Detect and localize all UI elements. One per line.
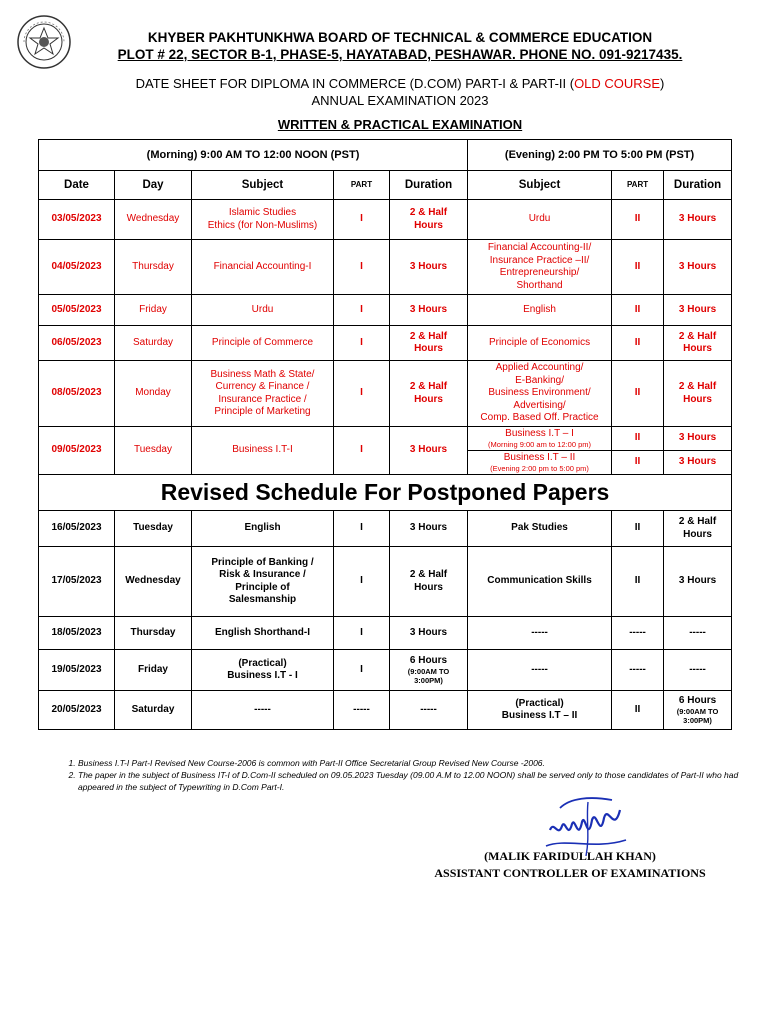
morning-subject-cell: ----- <box>192 691 334 730</box>
board-seal-logo-icon <box>16 14 72 70</box>
revised-schedule-row <box>39 547 732 617</box>
schedule-row <box>39 326 732 361</box>
date-cell: 08/05/2023 <box>39 361 115 427</box>
evening-subject-cell: ----- <box>468 617 612 650</box>
evening-duration-cell <box>664 650 732 691</box>
evening-duration-cell: 2 & Half Hours <box>664 326 732 361</box>
evening-subject-cell <box>468 427 612 451</box>
old-course-label: OLD COURSE <box>574 76 661 91</box>
morning-duration-cell: 2 & Half Hours <box>390 326 468 361</box>
duration-time-note: (9:00AM TO 3:00PM) <box>676 707 719 726</box>
duration-text: 3 Hours <box>409 522 448 534</box>
col-header-part-evening: PART <box>612 171 664 200</box>
evening-duration-cell: 3 Hours <box>664 200 732 240</box>
date-cell: 17/05/2023 <box>39 547 115 617</box>
evening-part-cell: II <box>612 451 664 475</box>
date-sheet-table <box>38 139 732 730</box>
evening-subject-cell <box>468 451 612 475</box>
evening-subject-text: Business I.T – I <box>505 427 574 439</box>
morning-part-cell: I <box>334 240 390 295</box>
evening-part-cell: II <box>612 427 664 451</box>
morning-duration-cell <box>390 511 468 547</box>
day-cell: Monday <box>115 361 192 427</box>
morning-subject-cell: Islamic Studies Ethics (for Non-Muslims) <box>192 200 334 240</box>
morning-part-cell: I <box>334 361 390 427</box>
morning-duration-cell <box>390 547 468 617</box>
evening-subject-cell: Financial Accounting-II/ Insurance Practice –II/ Entrepreneurship/ Shorthand <box>468 240 612 295</box>
exam-type-heading: WRITTEN & PRACTICAL EXAMINATION <box>277 117 523 132</box>
date-cell: 05/05/2023 <box>39 295 115 326</box>
col-header-subject-evening: Subject <box>468 171 612 200</box>
signatory-name: (MALIK FARIDULLAH KHAN) <box>484 849 656 863</box>
duration-time-note: (9:00AM TO 3:00PM) <box>407 667 450 686</box>
schedule-row <box>39 295 732 326</box>
evening-duration-cell <box>664 511 732 547</box>
date-cell: 04/05/2023 <box>39 240 115 295</box>
morning-subject-cell: Principle of Commerce <box>192 326 334 361</box>
duration-text: 2 & Half Hours <box>409 569 448 593</box>
session-time-note: (Evening 2:00 pm to 5:00 pm) <box>490 464 589 474</box>
footnote-item: 1. Business I.T-I Part-I Revised New Course-2006 is common with Part-II Office Secretarial Group Revised New Course -2006. <box>78 757 746 769</box>
evening-subject-cell: Urdu <box>468 200 612 240</box>
signatory-title: ASSISTANT CONTROLLER OF EXAMINATIONS <box>434 866 706 880</box>
schedule-row <box>39 200 732 240</box>
date-sheet-title <box>80 76 720 91</box>
col-header-duration-evening: Duration <box>664 171 732 200</box>
evening-part-cell: II <box>612 511 664 547</box>
duration-text: 3 Hours <box>678 575 717 587</box>
duration-text: 2 & Half Hours <box>678 516 717 540</box>
date-cell: 19/05/2023 <box>39 650 115 691</box>
schedule-row <box>39 427 732 451</box>
date-sheet-title-suffix: ) <box>660 76 665 91</box>
evening-duration-cell: 3 Hours <box>664 240 732 295</box>
evening-subject-text: Business I.T – II <box>503 451 576 463</box>
evening-subject-cell: ----- <box>468 650 612 691</box>
morning-part-cell: I <box>334 295 390 326</box>
day-cell: Wednesday <box>115 200 192 240</box>
evening-subject-cell: Principle of Economics <box>468 326 612 361</box>
duration-text: ----- <box>420 703 437 715</box>
morning-subject-cell: Business Math & State/ Currency & Finance / Insurance Practice / Principle of Marketing <box>192 361 334 427</box>
date-cell: 06/05/2023 <box>39 326 115 361</box>
morning-duration-cell: 2 & Half Hours <box>390 200 468 240</box>
morning-duration-cell: 3 Hours <box>390 295 468 326</box>
morning-subject-cell: Financial Accounting-I <box>192 240 334 295</box>
evening-subject-cell: English <box>468 295 612 326</box>
revised-title-row <box>39 475 732 511</box>
morning-shift-header: (Morning) 9:00 AM TO 12:00 NOON (PST) <box>39 140 468 171</box>
day-cell: Friday <box>115 295 192 326</box>
morning-duration-cell <box>390 691 468 730</box>
evening-part-cell: II <box>612 240 664 295</box>
morning-duration-cell: 3 Hours <box>390 240 468 295</box>
duration-text: 6 Hours <box>678 694 717 706</box>
evening-part-cell: II <box>612 361 664 427</box>
board-name: KHYBER PAKHTUNKHWA BOARD OF TECHNICAL & COMMERCE EDUCATION <box>147 30 653 45</box>
revised-schedule-row <box>39 511 732 547</box>
date-cell: 18/05/2023 <box>39 617 115 650</box>
morning-part-cell: I <box>334 617 390 650</box>
evening-part-cell: II <box>612 295 664 326</box>
morning-part-cell: I <box>334 650 390 691</box>
morning-subject-cell: English <box>192 511 334 547</box>
footnotes <box>66 757 746 793</box>
morning-subject-cell: Urdu <box>192 295 334 326</box>
evening-duration-cell <box>664 617 732 650</box>
morning-duration-cell <box>390 617 468 650</box>
revised-schedule-row <box>39 691 732 730</box>
evening-subject-cell: Pak Studies <box>468 511 612 547</box>
date-cell: 09/05/2023 <box>39 427 115 475</box>
day-cell: Saturday <box>115 326 192 361</box>
evening-subject-cell: Communication Skills <box>468 547 612 617</box>
evening-part-cell: II <box>612 547 664 617</box>
col-header-day: Day <box>115 171 192 200</box>
board-address: PLOT # 22, SECTOR B-1, PHASE-5, HAYATABAD, PESHAWAR. PHONE NO. 091-9217435. <box>117 47 683 62</box>
morning-part-cell: ----- <box>334 691 390 730</box>
duration-text: 6 Hours <box>409 654 448 666</box>
evening-part-cell: II <box>612 691 664 730</box>
evening-part-cell: II <box>612 200 664 240</box>
date-cell: 16/05/2023 <box>39 511 115 547</box>
morning-part-cell: I <box>334 511 390 547</box>
morning-part-cell: I <box>334 427 390 475</box>
day-cell: Thursday <box>115 617 192 650</box>
evening-part-cell: ----- <box>612 617 664 650</box>
morning-subject-cell: English Shorthand-I <box>192 617 334 650</box>
evening-subject-cell: Applied Accounting/ E-Banking/ Business Environment/ Advertising/ Comp. Based Off. Practice <box>468 361 612 427</box>
day-cell: Thursday <box>115 240 192 295</box>
day-cell: Tuesday <box>115 427 192 475</box>
evening-duration-cell: 3 Hours <box>664 451 732 475</box>
col-header-subject: Subject <box>192 171 334 200</box>
evening-duration-cell: 3 Hours <box>664 427 732 451</box>
date-cell: 03/05/2023 <box>39 200 115 240</box>
morning-part-cell: I <box>334 547 390 617</box>
day-cell: Tuesday <box>115 511 192 547</box>
date-sheet-title-prefix: DATE SHEET FOR DIPLOMA IN COMMERCE (D.COM) PART-I & PART-II ( <box>135 76 575 91</box>
day-cell: Wednesday <box>115 547 192 617</box>
day-cell: Friday <box>115 650 192 691</box>
duration-text: ----- <box>689 663 706 675</box>
col-header-duration: Duration <box>390 171 468 200</box>
day-cell: Saturday <box>115 691 192 730</box>
morning-subject-cell: Principle of Banking / Risk & Insurance / Principle of Salesmanship <box>192 547 334 617</box>
date-cell: 20/05/2023 <box>39 691 115 730</box>
session-time-note: (Morning 9:00 am to 12:00 pm) <box>488 440 592 450</box>
morning-part-cell: I <box>334 200 390 240</box>
schedule-row <box>39 361 732 427</box>
revised-schedule-row <box>39 617 732 650</box>
evening-subject-cell: (Practical) Business I.T – II <box>468 691 612 730</box>
morning-part-cell: I <box>334 326 390 361</box>
morning-subject-cell: Business I.T-I <box>192 427 334 475</box>
revised-schedule-row <box>39 650 732 691</box>
morning-duration-cell: 3 Hours <box>390 427 468 475</box>
duration-text: ----- <box>689 626 706 638</box>
morning-duration-cell <box>390 650 468 691</box>
col-header-part: PART <box>334 171 390 200</box>
evening-part-cell: ----- <box>612 650 664 691</box>
footnote-item: 2. The paper in the subject of Business IT-I of D.Com-II scheduled on 09.05.2023 Tuesday (09.00 A.M to 12.00 NOON) shall be served only to those candidates of Part-II who had appeared in the subject of Typewriting in D.Com Part-I. <box>78 769 746 793</box>
col-header-date: Date <box>39 171 115 200</box>
morning-subject-cell: (Practical) Business I.T - I <box>192 650 334 691</box>
evening-duration-cell: 2 & Half Hours <box>664 361 732 427</box>
morning-duration-cell: 2 & Half Hours <box>390 361 468 427</box>
evening-part-cell: II <box>612 326 664 361</box>
evening-shift-header: (Evening) 2:00 PM TO 5:00 PM (PST) <box>468 140 732 171</box>
evening-duration-cell <box>664 691 732 730</box>
exam-year: ANNUAL EXAMINATION 2023 <box>311 93 489 108</box>
evening-duration-cell: 3 Hours <box>664 295 732 326</box>
duration-text: 3 Hours <box>409 626 448 638</box>
evening-duration-cell <box>664 547 732 617</box>
revised-schedule-title: Revised Schedule For Postponed Papers <box>39 475 732 511</box>
schedule-row <box>39 240 732 295</box>
